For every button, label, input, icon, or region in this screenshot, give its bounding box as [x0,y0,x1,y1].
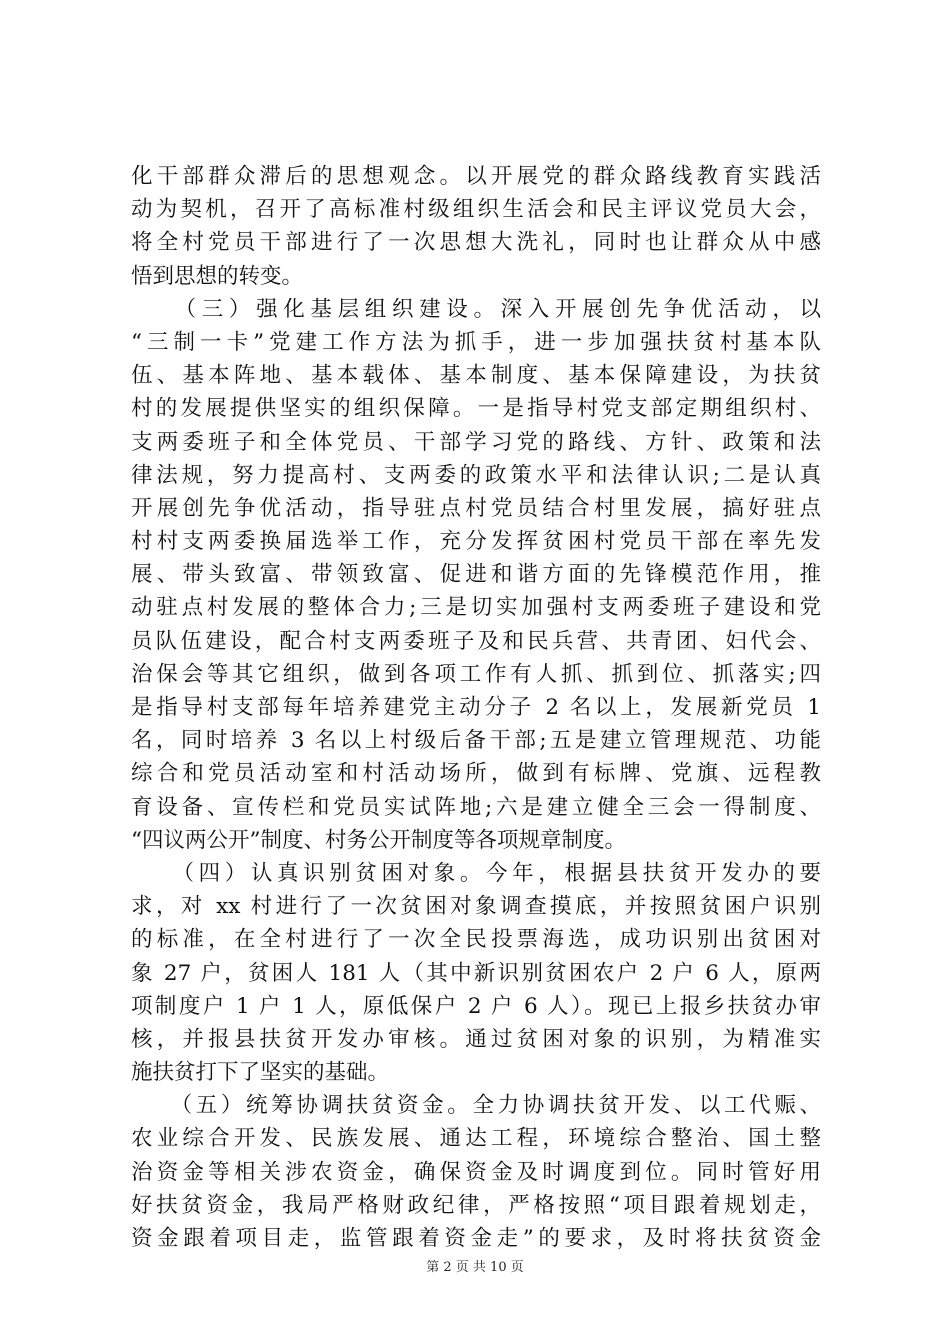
text-line: 将全村党员干部进行了一次思想大洗礼，同时也让群众从中感 [131,230,821,256]
text-line: 名，同时培养 3 名以上村级后备干部;五是建立管理规范、功能 [131,728,821,754]
text-line: 伍、基本阵地、基本载体、基本制度、基本保障建设，为扶贫 [131,363,821,389]
text-line: 治资金等相关涉农资金，确保资金及时调度到位。同时管好用 [131,1159,821,1185]
text-line: 是指导村支部每年培养建党主动分子 2 名以上，发展新党员 1 [131,695,821,720]
text-line: 动驻点村发展的整体合力;三是切实加强村支两委班子建设和党 [131,595,821,621]
text-line: 治保会等其它组织，做到各项工作有人抓、抓到位、抓落实;四 [131,661,821,687]
text-line: 综合和党员活动室和村活动场所，做到有标牌、党旗、远程教 [131,761,821,787]
text-line: （三）强化基层组织建设。深入开展创先争优活动，以 [131,296,821,322]
text-line: 展、带头致富、带领致富、促进和谐方面的先锋模范作用，推 [131,562,821,588]
text-line: 律法规，努力提高村、支两委的政策水平和法律认识;二是认真 [131,462,821,488]
text-line: 动为契机，召开了高标准村级组织生活会和民主评议党员大会， [131,197,821,223]
text-line: 村村支两委换届选举工作，充分发挥贫困村党员干部在率先发 [131,529,821,555]
text-line: 员队伍建设，配合村支两委班子及和民兵营、共青团、妇代会、 [131,628,821,654]
text-line: 村的发展提供坚实的组织保障。一是指导村党支部定期组织村、 [131,396,821,422]
text-line: 育设备、宣传栏和党员实试阵地;六是建立健全三会一得制度、 [131,794,821,820]
text-line: 项制度户 1 户 1 人，原低保户 2 户 6 人）。现已上报乡扶贫办审 [131,993,821,1019]
text-line: 象 27 户，贫困人 181 人（其中新识别贫困农户 2 户 6 人，原两 [131,960,821,986]
text-line: 的标准，在全村进行了一次全民投票海选，成功识别出贫困对 [131,927,821,953]
text-line: “四议两公开”制度、村务公开制度等各项规章制度。 [131,827,626,853]
text-line: 求，对 xx 村进行了一次贫困对象调查摸底，并按照贫困户识别 [131,894,821,920]
body-text [131,160,821,1255]
text-line: 好扶贫资金，我局严格财政纪律，严格按照“项目跟着规划走， [131,1192,821,1218]
text-line: 资金跟着项目走，监管跟着资金走”的要求，及时将扶贫资金 [131,1226,821,1251]
text-line: 施扶贫打下了坚实的基础。 [131,1060,390,1086]
page-footer: 第 2 页 共 10 页 [426,1260,524,1275]
text-line: 悟到思想的转变。 [131,263,304,289]
text-line: 化干部群众滞后的思想观念。以开展党的群众路线教育实践活 [131,164,821,189]
text-line: 开展创先争优活动，指导驻点村党员结合村里发展，搞好驻点 [131,495,821,521]
text-line: 支两委班子和全体党员、干部学习党的路线、方针、政策和法 [131,429,821,455]
text-line: （四）认真识别贫困对象。今年，根据县扶贫开发办的要 [131,860,821,886]
text-line: 农业综合开发、民族发展、通达工程，环境综合整治、国土整 [131,1126,821,1152]
text-line: “三制一卡”党建工作方法为抓手，进一步加强扶贫村基本队 [131,329,821,355]
text-line: 核，并报县扶贫开发办审核。通过贫困对象的识别，为精准实 [131,1026,821,1052]
text-line: （五）统筹协调扶贫资金。全力协调扶贫开发、以工代赈、 [131,1093,821,1119]
